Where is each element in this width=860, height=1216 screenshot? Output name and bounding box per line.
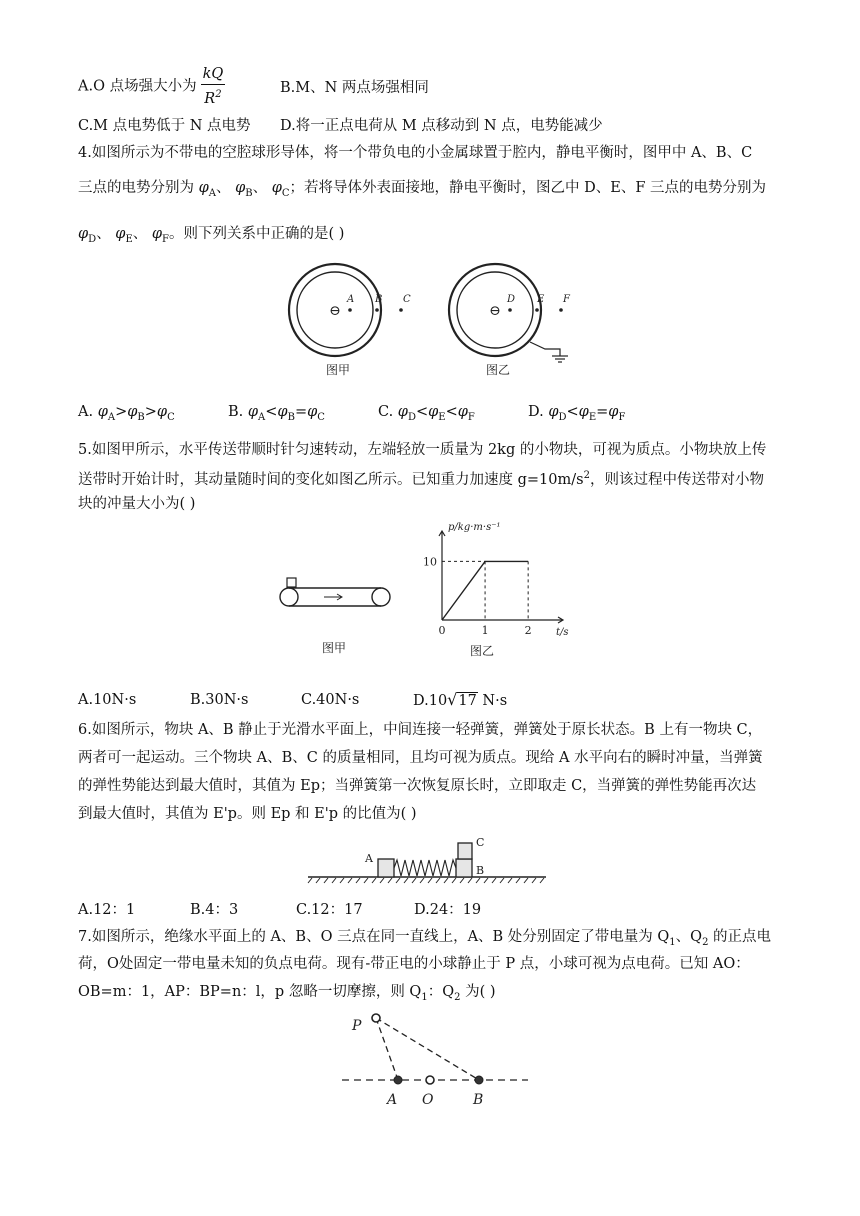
small-block	[287, 578, 296, 587]
q6-line-3: 的弹性势能达到最大值时，其值为 Ep；当弹簧第一次恢复原长时，立即取走 C，当弹簧的弹性势能再次达	[78, 778, 757, 794]
point-b	[475, 1076, 483, 1084]
q4-figure	[280, 262, 590, 382]
q5-option-c: C.40N·s	[301, 692, 360, 708]
q6-line-1: 6.如图所示，物块 A、B 静止于光滑水平面上，中间连接一轻弹簧，弹簧处于原长状态。B 上有一物块 C，	[78, 722, 763, 738]
line-pb	[376, 1018, 479, 1080]
point-label-e: E	[537, 294, 545, 305]
block-b	[456, 859, 472, 877]
q5-line-2: 送带时开始计时，其动量随时间的变化如图乙所示。已知重力加速度 $g=10m/s^2$，则该过程中传送带对小物	[78, 470, 764, 488]
y-axis-label: p/kg·m·s⁻¹	[448, 522, 501, 533]
negative-charge-icon: ⊖	[489, 303, 501, 319]
q3-option-a: A.O 点场强大小为 $\frac{kQ}{R^2}$	[78, 66, 224, 107]
q4-line-1: 4.如图所示为不带电的空腔球形导体，将一个带负电的小金属球置于腔内，静电平衡时，图甲中 A、B、C	[78, 145, 753, 161]
block-a	[378, 859, 394, 877]
label-p: P	[352, 1018, 362, 1034]
point-a	[348, 308, 352, 312]
sphere-figure-yi	[449, 264, 571, 377]
q5-option-d: D.10√17 N·s	[413, 690, 508, 709]
charges-triangle-figure	[340, 1008, 530, 1108]
q7-line-2: 荷，O处固定一带电量未知的负点电荷。现有-带正电的小球静止于 P 点，小球可视为点电荷。已知 AO：	[78, 956, 750, 972]
line-pa	[376, 1018, 398, 1080]
x-axis-label: t/s	[556, 627, 569, 638]
point-d	[508, 308, 512, 312]
point-a	[394, 1076, 402, 1084]
point-c	[399, 308, 403, 312]
label-o: O	[422, 1092, 434, 1108]
conveyor-figure	[276, 574, 398, 654]
q6-option-d: D.24：19	[414, 902, 482, 918]
figure-label-jia: 图甲	[321, 641, 347, 655]
figure-label-jia: 图甲	[325, 363, 351, 377]
q4-option-a: A. $\varphi_A>\varphi_B>\varphi_C$	[78, 404, 175, 423]
point-f	[559, 308, 563, 312]
spring	[394, 860, 456, 876]
block-label-a: A	[365, 852, 373, 865]
q5-line-1: 5.如图甲所示，水平传送带顺时针匀速转动，左端轻放一质量为 2kg 的小物块，可视为质点。小物块放上传	[78, 442, 767, 458]
momentum-time-chart	[420, 522, 570, 658]
sphere-figure-jia	[289, 264, 411, 377]
q3-option-c: C.M 点电势低于 N 点电势	[78, 118, 251, 134]
q4-option-b: B. $\varphi_A<\varphi_B=\varphi_C$	[228, 404, 325, 423]
q5-line-3: 块的冲量大小为( )	[78, 496, 196, 512]
point-e	[535, 308, 539, 312]
point-p	[372, 1014, 380, 1022]
negative-charge-icon: ⊖	[329, 303, 341, 319]
block-label-c: C	[476, 836, 485, 849]
y-tick-label: 10	[423, 555, 437, 569]
q4-line-3: $\varphi_D$、 $\varphi_E$、 $\varphi_F$。则下列关系中正确的是( )	[78, 226, 345, 245]
label-a: A	[387, 1092, 398, 1108]
x-tick-label: 0	[438, 624, 446, 637]
figure-label-yi: 图乙	[469, 644, 495, 658]
point-label-f: F	[563, 294, 570, 305]
point-b	[375, 308, 379, 312]
x-tick-label: 1	[481, 624, 489, 637]
figure-label-yi: 图乙	[485, 363, 511, 377]
point-label-a: A	[347, 294, 355, 305]
q6-option-b: B.4：3	[190, 902, 239, 918]
q4-line-2: 三点的电势分别为 $\varphi_A$、 $\varphi_B$、 $\varphi_C$；若将导体外表面接地，静电平衡时，图乙中 D、E、F 三点的电势分别为	[78, 180, 767, 199]
q7-line-3: OB=m：1，AP：BP=n：l，p 忽略一切摩擦，则 $Q_1$：$Q_2$ 为( )	[78, 984, 496, 1003]
label-b: B	[473, 1092, 484, 1108]
point-label-c: C	[403, 294, 411, 305]
q6-option-c: C.12：17	[296, 902, 363, 918]
q6-line-4: 到最大值时，其值为 E'p。则 Ep 和 E'p 的比值为( )	[78, 806, 417, 822]
block-c	[458, 843, 472, 859]
q3-option-d: D.将一正点电荷从 M 点移动到 N 点，电势能减少	[280, 118, 603, 134]
point-label-b: B	[375, 294, 383, 305]
q6-option-a: A.12：1	[78, 902, 136, 918]
q4-option-d: D. $\varphi_D<\varphi_E=\varphi_F$	[528, 404, 626, 423]
spring-blocks-figure	[308, 832, 548, 886]
pulley-left	[280, 588, 298, 606]
q5-option-b: B.30N·s	[190, 692, 249, 708]
q5-option-a: A.10N·s	[78, 692, 137, 708]
fraction-kq-over-r2: $\frac{kQ}{R^2}$	[202, 66, 224, 107]
q7-line-1: 7.如图所示，绝缘水平面上的 A、B、O 三点在同一直线上，A、B 处分别固定了带电量为 $Q_1$、$Q_2$ 的正点电	[78, 929, 772, 948]
block-label-b: B	[476, 864, 485, 877]
x-tick-label: 2	[524, 624, 532, 637]
q4-option-c: C. $\varphi_D<\varphi_E<\varphi_F$	[378, 404, 475, 423]
q6-line-2: 两者可一起运动。三个物块 A、B、C 的质量相同，且均可视为质点。现给 A 水平向右的瞬时冲量，当弹簧	[78, 750, 763, 766]
ground-wire	[530, 342, 560, 356]
q3-option-b: B.M、N 两点场强相同	[280, 80, 429, 96]
point-o	[426, 1076, 434, 1084]
point-label-d: D	[507, 294, 516, 305]
pulley-right	[372, 588, 390, 606]
